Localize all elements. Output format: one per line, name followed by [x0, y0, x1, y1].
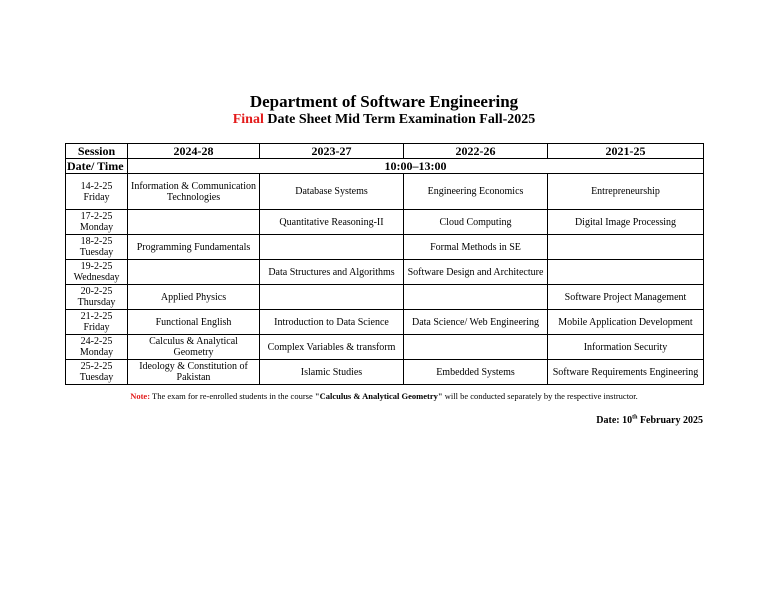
page-subtitle	[0, 111, 768, 128]
note-text: The exam for re-enrolled students in the course	[150, 391, 315, 401]
exam-day: Monday	[79, 222, 114, 233]
exam-date: 24-2-25	[80, 336, 113, 347]
date-cell	[66, 335, 128, 360]
note-course: "Calculus & Analytical Geometry"	[314, 391, 443, 401]
exam-date: 19-2-25	[80, 261, 113, 272]
course-cell: Engineering Economics	[404, 174, 548, 210]
exam-day: Tuesday	[79, 247, 114, 258]
course-cell	[128, 260, 260, 285]
exam-date: 17-2-25	[80, 211, 113, 222]
course-cell: Software Project Management	[548, 285, 704, 310]
exam-date: 18-2-25	[80, 236, 113, 247]
date-time-label: Date/ Time	[66, 159, 128, 174]
exam-date: 21-2-25	[80, 311, 113, 322]
batch-header: 2021-25	[548, 144, 704, 159]
exam-day: Tuesday	[79, 372, 114, 383]
table-row	[66, 335, 704, 360]
issue-date-prefix: Date: 10	[596, 415, 633, 426]
table-row	[66, 285, 704, 310]
table-row	[66, 310, 704, 335]
exam-date: 14-2-25	[80, 180, 113, 192]
course-cell: Entrepreneurship	[548, 174, 704, 210]
course-cell	[548, 260, 704, 285]
batch-header: 2024-28	[128, 144, 260, 159]
exam-date: 20-2-25	[80, 286, 113, 297]
table-row	[66, 235, 704, 260]
table-row	[66, 174, 704, 210]
issue-date	[596, 415, 703, 426]
course-cell: Calculus & Analytical Geometry	[128, 335, 260, 360]
course-cell: Embedded Systems	[404, 360, 548, 385]
page-title: Department of Software Engineering	[249, 92, 519, 111]
course-cell: Software Requirements Engineering	[548, 360, 704, 385]
note-line	[0, 391, 768, 402]
subtitle-text: Date Sheet Mid Term Examination Fall-2025	[263, 112, 536, 127]
course-cell	[260, 285, 404, 310]
course-cell: Ideology & Constitution of Pakistan	[128, 360, 260, 385]
subtitle-final-highlight: Final	[232, 112, 264, 127]
header-row	[66, 144, 704, 159]
exam-day: Monday	[79, 347, 114, 358]
course-cell: Formal Methods in SE	[404, 235, 548, 260]
exam-day: Friday	[83, 191, 110, 203]
batch-header: 2022-26	[404, 144, 548, 159]
note-text-end: will be conducted separately by the respective instructor.	[442, 391, 638, 401]
date-cell	[66, 174, 128, 210]
time-row	[66, 159, 704, 174]
course-cell	[548, 235, 704, 260]
exam-day: Wednesday	[73, 272, 120, 283]
date-cell	[66, 360, 128, 385]
course-cell: Mobile Application Development	[548, 310, 704, 335]
course-cell: Data Science/ Web Engineering	[404, 310, 548, 335]
exam-day: Thursday	[77, 297, 116, 308]
course-cell: Cloud Computing	[404, 210, 548, 235]
course-cell: Software Design and Architecture	[404, 260, 548, 285]
date-cell	[66, 285, 128, 310]
time-slot: 10:00–13:00	[128, 159, 704, 174]
course-cell: Information & Communication Technologies	[128, 174, 260, 210]
course-cell: Quantitative Reasoning-II	[260, 210, 404, 235]
exam-day: Friday	[83, 322, 110, 333]
course-cell	[128, 210, 260, 235]
issue-date-rest: February 2025	[637, 415, 703, 426]
date-sheet-table	[65, 143, 704, 385]
date-cell	[66, 310, 128, 335]
course-cell: Applied Physics	[128, 285, 260, 310]
course-cell: Islamic Studies	[260, 360, 404, 385]
course-cell	[260, 235, 404, 260]
course-cell: Information Security	[548, 335, 704, 360]
note-label: Note:	[130, 391, 151, 401]
table-row	[66, 360, 704, 385]
issue-date-ordinal: th	[632, 414, 638, 421]
course-cell: Digital Image Processing	[548, 210, 704, 235]
course-cell: Programming Fundamentals	[128, 235, 260, 260]
course-cell	[404, 285, 548, 310]
course-cell: Functional English	[128, 310, 260, 335]
date-cell	[66, 235, 128, 260]
course-cell: Complex Variables & transform	[260, 335, 404, 360]
course-cell: Introduction to Data Science	[260, 310, 404, 335]
session-header: Session	[66, 144, 128, 159]
date-cell	[66, 210, 128, 235]
date-cell	[66, 260, 128, 285]
course-cell	[404, 335, 548, 360]
exam-date: 25-2-25	[80, 361, 113, 372]
table-row	[66, 260, 704, 285]
course-cell: Database Systems	[260, 174, 404, 210]
batch-header: 2023-27	[260, 144, 404, 159]
course-cell: Data Structures and Algorithms	[260, 260, 404, 285]
table-row	[66, 210, 704, 235]
